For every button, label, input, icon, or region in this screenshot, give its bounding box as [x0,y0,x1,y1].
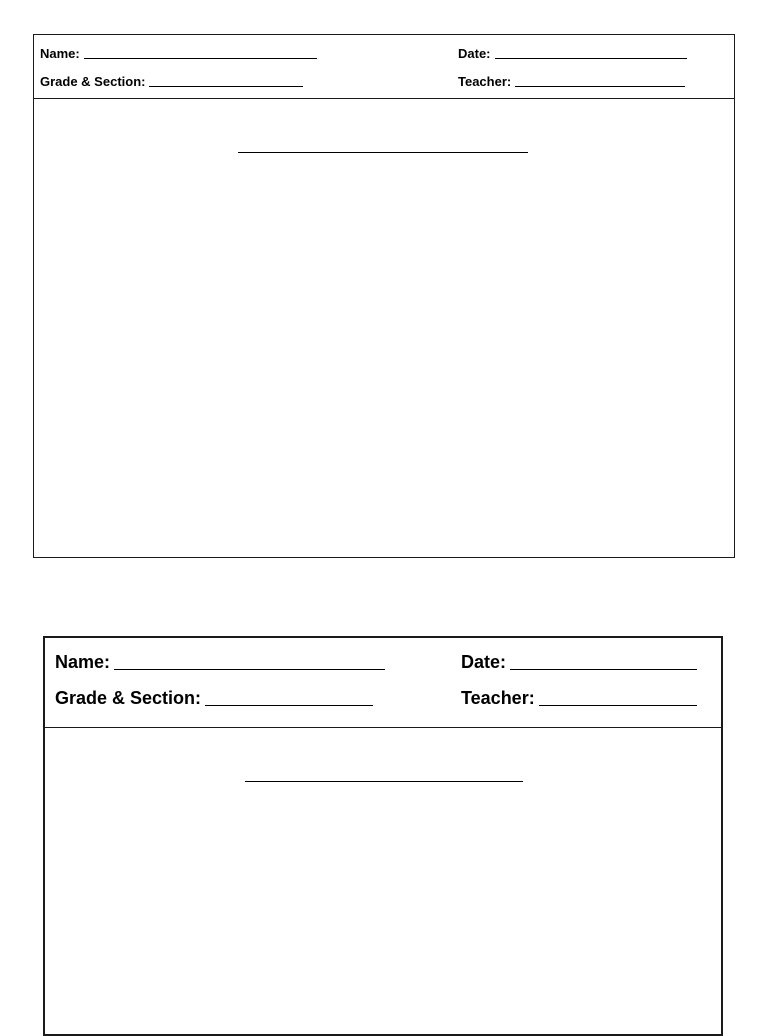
date-field [461,653,697,671]
worksheet-header [34,35,734,99]
worksheet-bottom [43,636,723,1036]
teacher-label: Teacher: [461,688,535,708]
teacher-label: Teacher: [458,74,512,89]
name-label: Name: [55,652,111,672]
worksheet-top [33,34,735,558]
date-label: Date: [458,46,491,61]
name-field [55,653,385,671]
grade-section-field [55,689,373,707]
name-blank[interactable] [114,669,385,670]
date-label: Date: [461,652,507,672]
name-field [40,47,317,60]
date-field [458,47,687,60]
grade-section-blank[interactable] [149,86,303,87]
teacher-field [458,75,685,88]
teacher-blank[interactable] [515,86,685,87]
teacher-blank[interactable] [539,705,697,706]
date-blank[interactable] [510,669,697,670]
name-blank[interactable] [84,58,317,59]
grade-section-label: Grade & Section: [55,688,202,708]
grade-section-field [40,75,303,88]
grade-section-blank[interactable] [205,705,373,706]
name-label: Name: [40,46,80,61]
teacher-field [461,689,697,707]
title-blank-line[interactable] [245,781,523,782]
title-blank-line[interactable] [238,152,528,153]
date-blank[interactable] [495,58,687,59]
worksheet-header [45,638,721,728]
grade-section-label: Grade & Section: [40,74,146,89]
